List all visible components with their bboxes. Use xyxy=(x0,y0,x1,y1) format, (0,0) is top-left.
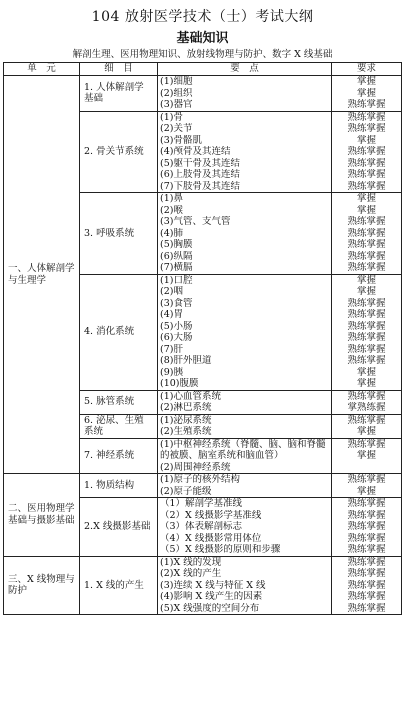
requirement-item: 熟练掌握 xyxy=(347,602,386,614)
requirement-item: 熟练掌握 xyxy=(347,343,386,355)
item-cell: 6. 泌尿、生殖系统 xyxy=(80,414,158,438)
item-cell: 1. 人体解剖学基础 xyxy=(80,76,158,112)
requirement-cell xyxy=(332,390,402,414)
col-header-item: 细 目 xyxy=(80,63,158,76)
col-header-unit: 单 元 xyxy=(4,63,80,76)
requirement-item: 熟练掌握 xyxy=(347,239,386,250)
point-item: (9)胰 xyxy=(160,366,183,378)
item-cell: 1. X 线的产生 xyxy=(80,556,158,615)
requirement-item: 熟练掌握 xyxy=(347,216,386,227)
point-item: (1)X 线的发现 xyxy=(160,556,222,568)
requirement-item: 熟练掌握 xyxy=(347,390,386,402)
requirement-cell xyxy=(332,498,402,557)
point-item: (1)泌尿系统 xyxy=(160,414,212,426)
point-item: (1)细胞 xyxy=(160,76,193,87)
requirement-item: 熟练掌握 xyxy=(347,227,386,239)
points-cell xyxy=(158,474,332,498)
point-item: (3)骨骼肌 xyxy=(160,134,202,146)
requirement-item: 熟练掌握 xyxy=(347,332,386,343)
requirement-item: 熟练掌握 xyxy=(347,591,386,602)
requirement-cell xyxy=(332,556,402,615)
point-item: (5)X 线强度的空间分布 xyxy=(160,602,260,614)
requirement-item: 熟练掌握 xyxy=(347,498,386,509)
table-row xyxy=(4,474,402,498)
points-cell xyxy=(158,498,332,557)
point-item: (5)小肠 xyxy=(160,320,193,332)
point-item: (2)咽 xyxy=(160,286,183,297)
point-item: (2)关节 xyxy=(160,123,193,134)
point-item: (10)腹膜 xyxy=(160,378,199,389)
page-subtitle: 基础知识 xyxy=(176,31,229,46)
point-item: (6)纵隔 xyxy=(160,250,193,262)
point-item: （1）解剖学基准线 xyxy=(160,498,243,509)
point-item: （5）X 线摄影的原则和步骤 xyxy=(160,544,281,555)
page-title: 104 放射医学技术（士）考试大纲 xyxy=(91,9,314,25)
point-item: (1)中枢神经系统（脊髓、脑、脑和脊髓的被膜、脑室系统和脑血管） xyxy=(160,438,326,461)
points-cell xyxy=(158,414,332,438)
item-cell: 2.X 线摄影基础 xyxy=(80,498,158,557)
points-cell xyxy=(158,274,332,390)
point-item: (3)食管 xyxy=(160,297,193,309)
col-header-requirement: 要求 xyxy=(332,63,402,76)
point-item: (3)连续 X 线与特征 X 线 xyxy=(160,579,266,591)
requirement-item: 熟练掌握 xyxy=(347,320,386,332)
syllabus-table xyxy=(3,62,402,615)
points-cell xyxy=(158,193,332,275)
requirement-item: 掌握 xyxy=(356,274,376,286)
requirement-item: 熟练掌握 xyxy=(347,99,386,110)
requirement-item: 熟练掌握 xyxy=(347,169,386,180)
point-item: (1)鼻 xyxy=(160,193,183,204)
point-item: (4)颅骨及其连结 xyxy=(160,146,231,157)
table-body xyxy=(4,76,402,615)
point-item: (5)躯干骨及其连结 xyxy=(160,157,240,169)
table-row xyxy=(4,76,402,112)
point-item: (7)肝 xyxy=(160,343,183,355)
requirement-item: 熟练掌握 xyxy=(347,509,386,521)
point-item: (6)大肠 xyxy=(160,332,193,343)
requirement-cell xyxy=(332,438,402,474)
requirement-cell xyxy=(332,414,402,438)
requirement-item: 熟练掌握 xyxy=(347,180,386,192)
requirement-item: 掌熟练握 xyxy=(347,402,386,413)
point-item: (4)影响 X 线产生的因素 xyxy=(160,591,263,602)
point-item: (2)周围神经系统 xyxy=(160,461,231,473)
requirement-item: 掌握 xyxy=(356,134,376,146)
requirement-item: 掌握 xyxy=(356,485,376,497)
point-item: (1)骨 xyxy=(160,111,183,123)
point-item: (7)横膈 xyxy=(160,262,193,273)
item-cell: 7. 神经系统 xyxy=(80,438,158,474)
requirement-item: 熟练掌握 xyxy=(347,438,386,450)
requirement-item: 熟练掌握 xyxy=(347,532,386,544)
requirement-item: 掌握 xyxy=(356,378,376,389)
requirement-item: 掌握 xyxy=(356,450,376,461)
point-item: (2)组织 xyxy=(160,87,193,99)
item-cell: 3. 呼吸系统 xyxy=(80,193,158,275)
requirement-item: 熟练掌握 xyxy=(347,309,386,320)
scope-line: 解剖生理、医用物理知识、放射线物理与防护、数字 X 线基础 xyxy=(72,49,333,60)
requirement-item: 熟练掌握 xyxy=(347,123,386,134)
col-header-points: 要 点 xyxy=(158,63,332,76)
requirement-item: 熟练掌握 xyxy=(347,146,386,157)
requirement-cell xyxy=(332,76,402,112)
requirement-item: 熟练掌握 xyxy=(347,521,386,532)
requirement-item: 熟练掌握 xyxy=(347,474,386,485)
points-cell xyxy=(158,111,332,193)
requirement-item: 熟练掌握 xyxy=(347,157,386,169)
point-item: (8)肝外胆道 xyxy=(160,355,212,366)
requirement-item: 掌握 xyxy=(356,193,376,204)
unit-cell: 三、X 线物理与防护 xyxy=(4,556,80,615)
points-cell xyxy=(158,438,332,474)
point-item: （2）X 线摄影学基准线 xyxy=(160,509,262,521)
point-item: （4）X 线摄影常用体位 xyxy=(160,532,262,544)
point-item: (5)胸膜 xyxy=(160,239,193,250)
requirement-item: 熟练掌握 xyxy=(347,250,386,262)
requirement-item: 熟练掌握 xyxy=(347,355,386,366)
point-item: (3)器官 xyxy=(160,99,193,110)
item-cell: 4. 消化系统 xyxy=(80,274,158,390)
point-item: (1)原子的核外结构 xyxy=(160,474,240,485)
requirement-cell xyxy=(332,193,402,275)
point-item: (6)上肢骨及其连结 xyxy=(160,169,240,180)
requirement-item: 熟练掌握 xyxy=(347,111,386,123)
point-item: (7)下肢骨及其连结 xyxy=(160,180,240,192)
point-item: (2)淋巴系统 xyxy=(160,402,212,413)
requirement-item: 熟练掌握 xyxy=(347,262,386,273)
point-item: (1)口腔 xyxy=(160,274,193,286)
unit-cell: 一、人体解剖学与生理学 xyxy=(4,76,80,474)
points-cell xyxy=(158,556,332,615)
requirement-item: 掌握 xyxy=(356,87,376,99)
point-item: （3）体表解剖标志 xyxy=(160,521,243,532)
table-header-row xyxy=(4,63,402,76)
requirement-item: 熟练掌握 xyxy=(347,568,386,579)
point-item: (2)X 线的产生 xyxy=(160,568,222,579)
point-item: (3)气管、支气管 xyxy=(160,216,231,227)
points-cell xyxy=(158,390,332,414)
requirement-cell xyxy=(332,274,402,390)
requirement-item: 熟练掌握 xyxy=(347,544,386,555)
requirement-item: 掌握 xyxy=(356,204,376,216)
point-item: (4)肺 xyxy=(160,227,183,239)
requirement-item: 熟练掌握 xyxy=(347,297,386,309)
point-item: (4)胃 xyxy=(160,309,183,320)
requirement-item: 熟练掌握 xyxy=(347,579,386,591)
point-item: (1)心血管系统 xyxy=(160,390,221,402)
unit-cell: 二、医用物理学基础与摄影基础 xyxy=(4,474,80,557)
point-item: (2)原子能级 xyxy=(160,485,212,497)
requirement-item: 掌握 xyxy=(356,76,376,87)
item-cell: 5. 脉管系统 xyxy=(80,390,158,414)
item-cell: 1. 物质结构 xyxy=(80,474,158,498)
requirement-item: 掌握 xyxy=(356,366,376,378)
requirement-item: 掌握 xyxy=(356,426,376,437)
requirement-cell xyxy=(332,474,402,498)
requirement-cell xyxy=(332,111,402,193)
requirement-item: 熟练掌握 xyxy=(347,414,386,426)
point-item: (2)生殖系统 xyxy=(160,426,212,437)
points-cell xyxy=(158,76,332,112)
requirement-item: 熟练掌握 xyxy=(347,556,386,568)
point-item: (2)喉 xyxy=(160,204,183,216)
item-cell: 2. 骨关节系统 xyxy=(80,111,158,193)
table-row xyxy=(4,556,402,615)
requirement-item: 掌握 xyxy=(356,286,376,297)
